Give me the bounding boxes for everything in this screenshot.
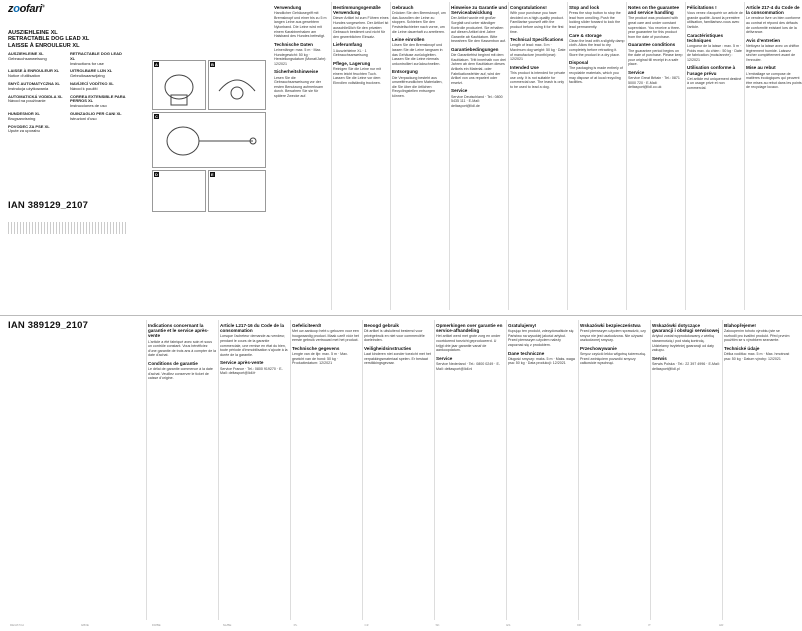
section-text: Kupując ten produkt, zdecydowaliście się Państwo na wysokiej jakości artykuł. Przed pierwszym użyciem należy zapoznać się z produktem. [508,329,574,347]
diagram-figure-c: C [152,112,266,168]
section-text: Dieser Artikel ist zum Führen eines Hundes vorgesehen. Der Artikel ist ausschließlich für den privaten Gebrauch bestimmt und nicht für den gewerblichen Einsatz. [333,16,389,39]
text-column-bottom [436,320,504,620]
section-text: Nettoyez la laisse avec un chiffon légèrement humide. Laissez sécher complètement avant de l'enrouler. [746,43,800,62]
section-text: Met uw aankoop hebt u gekozen voor een hoogwaardig product. Maak uzelf vóór het eerste gebruik vertrouwd met het product. [292,329,359,343]
text-column [687,2,743,312]
column-divider [390,2,391,310]
language-entry: HUNDESNOR XL Brugsanvisning [8,110,41,121]
section-heading: Pflege, Lagerung [333,60,371,66]
section-heading: Disposal [569,60,589,66]
text-column-bottom [364,320,432,620]
language-entry: RETRACTABLE DOG LEAD XL Instructions for use [70,51,122,66]
text-column-bottom [220,320,288,620]
section-heading: Caractéristiques techniques [687,32,724,43]
diagram-figure-a: A [152,60,206,110]
language-entry: CORREA EXTENSIBLE PARA PERROS XL Instrucciones de uso [70,93,126,109]
footer-code-strip [0,623,802,629]
section-heading: Stop and lock [569,5,600,10]
section-text: Die Garantiefrist beginnt mit dem Kaufdatum. Tritt innerhalb von drei Jahren ab dem Kaufdatum dieses Artikels ein Material- oder Fabrikationsfehler auf, wird der Artikel von uns repariert oder ersetzt. [451,53,506,85]
section-text: Délka vodítka: max. 5 m · Max. hmotnost psa: 50 kg · Datum výroby: 12/2021 [724,352,790,361]
section-text: Przed pierwszym użyciem sprawdzić, czy smycz nie jest uszkodzona. Nie używać uszkodzonej smyczy. [580,329,646,343]
text-column [628,2,684,312]
section-heading: Gratulujemy! [508,323,537,328]
section-text: Serwis Polska · Tel.: 22 397 4996 · E-Mail: deltasport@lidl.pl [652,361,720,371]
column-divider [506,320,507,620]
section-heading: Opmerkingen over garantie en service-afhandeling [436,323,503,334]
section-text: Lengte van de lijn: max. 5 m · Max. gewicht van de hond: 50 kg · Productiedatum: 12/2021 [292,352,348,366]
section-heading: Congratulations! [510,5,547,10]
text-column-bottom [148,320,216,620]
section-heading: Gefeliciteerd! [292,323,322,328]
column-divider [722,320,723,620]
column-divider [650,320,651,620]
section-heading: Service [628,69,645,75]
country-code: ES [506,623,511,627]
country-code: SK [435,623,440,627]
brand-logo: zoofari® [8,3,45,15]
section-text: The product was produced with great care and under constant supervision. You receive a three-year guarantee for this product from the date of purchase. [628,16,681,39]
language-entry: AUSZIEHLEINE XL Gebrauchsanweisung [8,51,47,61]
text-column-bottom [652,320,720,620]
column-divider [331,2,332,310]
section-text: Artykuł został wyprodukowany z wielką starannością i pod stałą kontrolą. Udzielamy trzyletniej gwarancji od daty zakupu. [652,334,714,353]
column-divider [626,2,627,310]
country-code: CZ [364,623,369,627]
section-text: Lorsque l'acheteur demande au vendeur, pendant le cours de la garantie commerciale, une remise en état du bien, toute période d'immobilisation s'ajoute à la durée de la garantie. [220,334,288,357]
language-entry: AUTOMATICKÁ VODIDLA XL Návod na používanie [8,93,63,104]
section-heading: Guarantee conditions [628,42,676,48]
section-text: Het artikel werd met grote zorg en onder voortdurend toezicht geproduceerd. U krijgt drie jaar garantie vanaf de aankoopdatum. [436,334,501,353]
section-text: This product is intended for private use only. It is not suitable for commercial use. The leash is only to be used to lead a dog. [510,70,566,89]
text-column [510,2,566,312]
section-text: The guarantee period begins on the date of purchase. Please keep your original till receipt in a safe place. [628,48,683,67]
column-divider [434,320,435,620]
section-heading: Mise au rebut [746,65,776,71]
section-heading: Technische Daten [274,41,313,47]
section-heading: Conditions de garantie [148,360,198,366]
section-heading: Blahopřejeme! [724,323,756,328]
text-column [333,2,389,312]
country-code: DE/AT/CH [10,623,24,627]
section-heading: Article 217-4 du Code de la consommation [746,5,800,16]
language-entry: UITROLBARE LIJN XL Gebruiksaanwijzing [70,68,113,79]
section-heading: Serwis [652,355,667,361]
section-text: Service France · Tel.: 0800 919270 · E-Mail: deltasport@lidl.fr [220,366,283,376]
section-heading: Veiligheidsinstructies [364,345,412,351]
cover-title: AUSZIEHLEINE XL RETRACTABLE DOG LEAD XL LAISSE À ENROULEUR XL [8,30,90,49]
column-divider [146,320,147,620]
section-heading: Care & storage [569,32,602,38]
section-text: Der Artikel wurde mit großer Sorgfalt und unter ständiger Kontrolle produziert. Sie erhalten auf diesen Artikel drei Jahre Garantie ab Kaufdatum. Bitte bewahren Sie den Kassenbon auf. [451,16,506,44]
section-text: Leinenlänge: max. 5 m · Max. Hundegewicht: 50 kg · Herstellungsdatum (Monat/Jahr): 12/2021 [274,47,327,66]
country-code: FR/BE [151,623,161,627]
section-text: L'article a été fabriqué avec soin et sous un contrôle constant. Vous bénéficiez d'une garantie de trois ans à compter de la date d'achat. [148,339,216,358]
language-entry: SMYČ AUTOMATYCZNA XL Instrukcja użytkowania [8,80,60,91]
section-heading: Verwendung [274,5,302,10]
column-divider [218,320,219,620]
section-text: Laat kinderen niet zonder toezicht met het verpakkingsmateriaal spelen. Er bestaat verstikkingsgevaar. [364,352,431,366]
text-column-bottom [292,320,360,620]
diagram-figure-d: D [152,170,206,212]
diagram-figure-b: B [208,60,266,110]
section-heading: Article L217-16 du Code de la consommation [220,323,285,334]
section-heading: Entsorgung [392,69,418,75]
column-divider [290,320,291,620]
text-column-bottom [580,320,648,620]
language-entry: LAISSE À ENROULEUR XL Notice d'utilisation [8,68,60,79]
fold-line [0,315,802,316]
section-text: Handlicher Gehäusegriff mit Bremsknopf und einer bis zu 5 m langen Leine aus gewebtem Nylonband. Die Leine wird mit einem Karabinerhaken am Halsband des Hundes befestigt. [274,11,327,39]
section-heading: Félicitations ! [687,5,717,10]
section-heading: Technical Specifications [510,37,564,43]
section-heading: Beoogd gebruik [364,323,399,328]
text-column [392,2,448,312]
country-code: GB/IE [80,623,89,627]
country-code: HR [719,623,724,627]
hook-icon [209,61,265,109]
section-text: Longueur de la laisse : max. 5 m · Poids max. du chien : 50 kg · Date de fabrication (mois/année) : 12/2021 [687,43,742,62]
section-heading: Przechowywanie [580,345,617,351]
column-divider [362,320,363,620]
barcode [8,222,126,234]
language-entry: POVODEC ZA PSE XL Upute za uporabu [8,123,50,134]
section-text: Długość smyczy: maks. 5 m · Maks. waga psa: 50 kg · Data produkcji: 12/2021 [508,356,575,366]
section-text: Press the stop button to stop the lead from unrolling. Push the locking slider forward to lock the lead permanently. [569,11,621,29]
section-text: The packaging is made entirely of recyclable materials, which you may dispose of at local recycling facilities. [569,66,623,85]
section-text: L'emballage se compose de matières écologiques qui peuvent être mises au rebut dans les points de recyclage locaux. [746,71,802,90]
ian-number: IAN 389129_2107 [8,200,89,211]
section-heading: Technické údaje [724,345,760,351]
text-column [569,2,625,312]
section-heading: Intended Use [510,64,539,70]
column-divider [578,320,579,620]
section-text: With your purchase you have decided on a high-quality product. Familiarise yourself with the product before using it for the first time. [510,11,564,34]
section-text: Die Verpackung besteht aus umweltfreundlichen Materialien, die Sie über die örtlichen Recyclingstellen entsorgen können. [392,75,443,98]
language-entry: NAVÍJECÍ VODÍTKO XL Návod k použití [70,80,114,91]
section-text: Lesen Sie die Gebrauchsanweisung vor der ersten Benutzung aufmerksam durch. Bewahren Sie sie für spätere Zwecke auf. [274,75,323,98]
back-cover-panel [0,318,146,631]
text-column-bottom [724,320,792,620]
section-heading: Utilisation conforme à l'usage prévu [687,65,736,76]
text-column-bottom [508,320,576,620]
section-text: Vous venez d'acquérir un article de grande qualité. Avant la première utilisation, familiarisez-vous avec l'article. [687,11,743,29]
country-code: NL/BE [222,623,232,627]
section-text: Service Deutschland · Tel.: 0800 5435 111 · E-Mail: deltasport@lidl.de [451,94,503,108]
section-text: Lösen Sie den Bremsknopf und lassen Sie die Leine langsam in das Gehäuse zurückgleiten. Lassen Sie die Leine niemals unkontrolliert zurückschnellen. [392,43,443,66]
section-heading: Avis d'entretien [746,37,781,43]
ian-number-bottom: IAN 389129_2107 [8,320,89,331]
language-list [8,52,126,137]
text-column [746,2,802,312]
section-text: Service Nederland · Tel.: 0800 0249 · E-Mail: deltasport@lidl.nl [436,361,501,371]
section-text: Length of lead: max. 5 m · Maximum dog weight: 50 kg · Date of manufacture (month/year): 12/2021 [510,43,566,62]
section-heading: Bestimmungsgemäße Verwendung [333,5,381,16]
section-text: Service Great Britain · Tel.: 0871 5000 720 · E-Mail: deltasport@lidl.co.uk [628,76,680,90]
column-divider [685,2,686,310]
section-heading: Wskazówki bezpieczeństwa [580,323,641,328]
section-heading: Service [451,88,468,94]
country-code: IT [648,623,651,627]
country-code: DK [577,623,582,627]
diagram-figure-e: E [208,170,266,212]
section-heading: Indications concernant la garantie et le service après-vente [148,323,209,339]
diagram-panel [146,0,272,313]
section-heading: Service après-vente [220,360,264,366]
section-heading: Sicherheitshinweise [274,69,319,75]
lead-icon [153,113,265,167]
text-column [274,2,330,312]
section-text: Smycz czyścić lekko wilgotną ściereczką. Przed zwinięciem pozwolić smyczy całkowicie wyschnąć. [580,352,646,366]
section-heading: Lieferumfang [333,42,363,48]
cover-panel [0,0,146,313]
column-divider [744,2,745,310]
section-text: Reinigen Sie die Leine nur mit einem leicht feuchten Tuch. Lassen Sie die Leine vor dem Einrollen vollständig trocknen. [333,66,381,85]
section-heading: Wskazówki dotyczące gwarancji i obsługi serwisowej [652,323,720,334]
text-column [451,2,507,312]
section-text: 1 Ausziehleine XL · 1 Gebrauchsanweisung [333,48,368,58]
column-divider [567,2,568,310]
section-heading: Service [436,355,453,361]
section-text: Clean the lead with a slightly damp cloth. Allow the lead to dry completely before retracting it. Store the product in a dry place. [569,38,625,57]
section-heading: Garantiebedingungen [451,46,499,52]
section-heading: Dane techniczne [508,350,545,356]
section-text: Le délai de garantie commence à la date d'achat. Veuillez conserver le ticket de caisse d'origine. [148,367,213,381]
section-heading: Technische gegevens [292,345,340,351]
section-heading: Hinweise zu Garantie und Serviceabwicklung [451,5,507,16]
column-divider [449,2,450,310]
column-divider [508,2,509,310]
section-heading: Leine einrollen [392,37,425,43]
section-text: Le vendeur livre un bien conforme au contrat et répond des défauts de conformité existant lors de la délivrance. [746,16,801,35]
section-text: Zakoupením tohoto výrobku jste se rozhodli pro kvalitní produkt. Před prvním použitím se s výrobkem seznamte. [724,329,790,343]
section-heading: Notes on the guarantee and service handling [628,5,680,16]
section-heading: Gebrauch [392,5,414,10]
section-text: Drücken Sie den Bremsknopf, um das Ausrollen der Leine zu stoppen. Schieben Sie den Feststellschieber nach vorne, um die Leine dauerhaft zu arretieren. [392,11,446,34]
leash-icon [153,61,205,109]
section-text: Dit artikel is uitsluitend bestemd voor privégebruik en niet voor commerciële doeleinden. [364,329,425,343]
country-code: PL [293,623,298,627]
section-text: Cet article est uniquement destiné à un usage privé et non commercial. [687,76,742,90]
language-entry: GUINZAGLIO PER CANI XL Istruzioni d'uso [70,110,122,121]
